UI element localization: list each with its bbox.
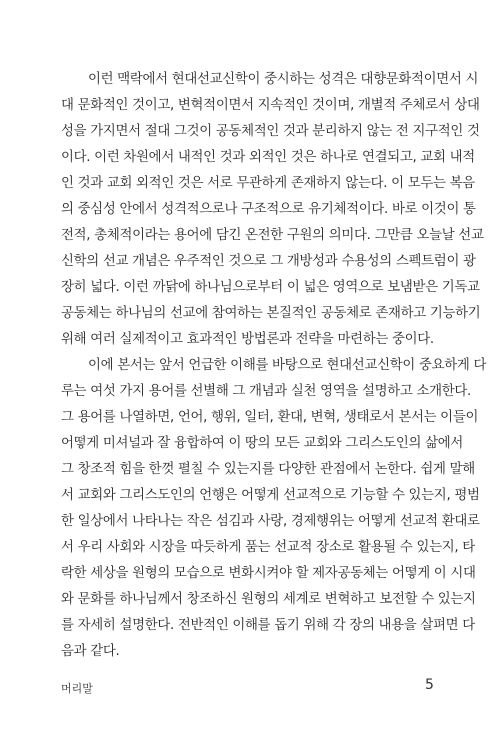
body-line: 위해 여러 실제적이고 효과적인 방법론과 전략을 마련하는 중이다. (61, 332, 434, 347)
body-line: 의 중심성 안에서 성격적으로나 구조적으로 유기체적이다. 바로 이것이 통 (61, 202, 476, 217)
body-line: 대 문화적인 것이고, 변혁적이면서 지속적인 것이며, 개별적 주체로서 상대 (61, 98, 480, 113)
body-line: 공동체는 하나님의 선교에 참여하는 본질적인 공동체로 존재하고 기능하기 (61, 306, 481, 321)
body-line: 서 우리 사회와 시장을 따듯하게 품는 선교적 장소로 활용될 수 있는지, 타 (61, 540, 475, 555)
body-line: 와 문화를 하나님께서 창조하신 원형의 세계로 변혁하고 보전할 수 있는지 (61, 592, 476, 607)
body-line: 성을 가지면서 절대 그것이 공동체적인 것과 분리하지 않는 전 지구적인 것 (61, 124, 480, 139)
body-line: 서 교회와 그리스도인의 언행은 어떻게 선교적으로 기능할 수 있는지, 평범 (61, 488, 480, 503)
body-line: 신학의 선교 개념은 우주적인 것으로 그 개방성과 수용성의 스펙트럼이 광 (61, 254, 476, 269)
body-line: 장히 넓다. 이런 까닭에 하나님으로부터 이 넓은 영역으로 보냄받은 기독교 (61, 280, 480, 295)
page-number: 5 (425, 677, 434, 693)
body-line: 그 창조적 힘을 한껏 펼칠 수 있는지를 다양한 관점에서 논한다. 쉽게 말해 (61, 462, 475, 477)
body-line: 어떻게 미셔널과 잘 융합하여 이 땅의 모든 교회와 그리스도인의 삶에서 (61, 436, 464, 451)
body-line: 를 자세히 설명한다. 전반적인 이해를 돕기 위해 각 장의 내용을 살펴면 다 (61, 618, 475, 633)
body-line: 한 일상에서 나타나는 작은 섬김과 사랑, 경제행위는 어떻게 선교적 환대로 (61, 514, 480, 529)
body-line: 인 것과 교회 외적인 것은 서로 무관하게 존재하지 않는다. 이 모두는 복음 (61, 176, 475, 191)
body-line: 이다. 이런 차원에서 내적인 것과 외적인 것은 하나로 연결되고, 교회 내적 (61, 150, 475, 165)
body-line: 이에 본서는 앞서 언급한 이해를 바탕으로 현대선교신학이 중요하게 다 (88, 358, 487, 373)
body-line: 락한 세상을 원형의 모습으로 변화시켜야 할 제자공동체는 어떻게 이 시대 (61, 566, 476, 581)
body-line: 이런 맥락에서 현대선교신학이 중시하는 성격은 대향문화적이면서 시 (88, 72, 479, 87)
body-line: 루는 여섯 가지 용어를 선별해 그 개념과 실천 영역을 설명하고 소개한다. (61, 384, 471, 399)
body-line: 음과 같다. (61, 644, 120, 659)
body-line: 전적, 총체적이라는 용어에 담긴 온전한 구원의 의미다. 그만큼 오늘날 선교 (61, 228, 484, 243)
running-footer-label: 머리말 (61, 682, 93, 695)
body-line: 그 용어를 나열하면, 언어, 행위, 일터, 환대, 변혁, 생태로서 본서는 이들이 (61, 410, 479, 425)
